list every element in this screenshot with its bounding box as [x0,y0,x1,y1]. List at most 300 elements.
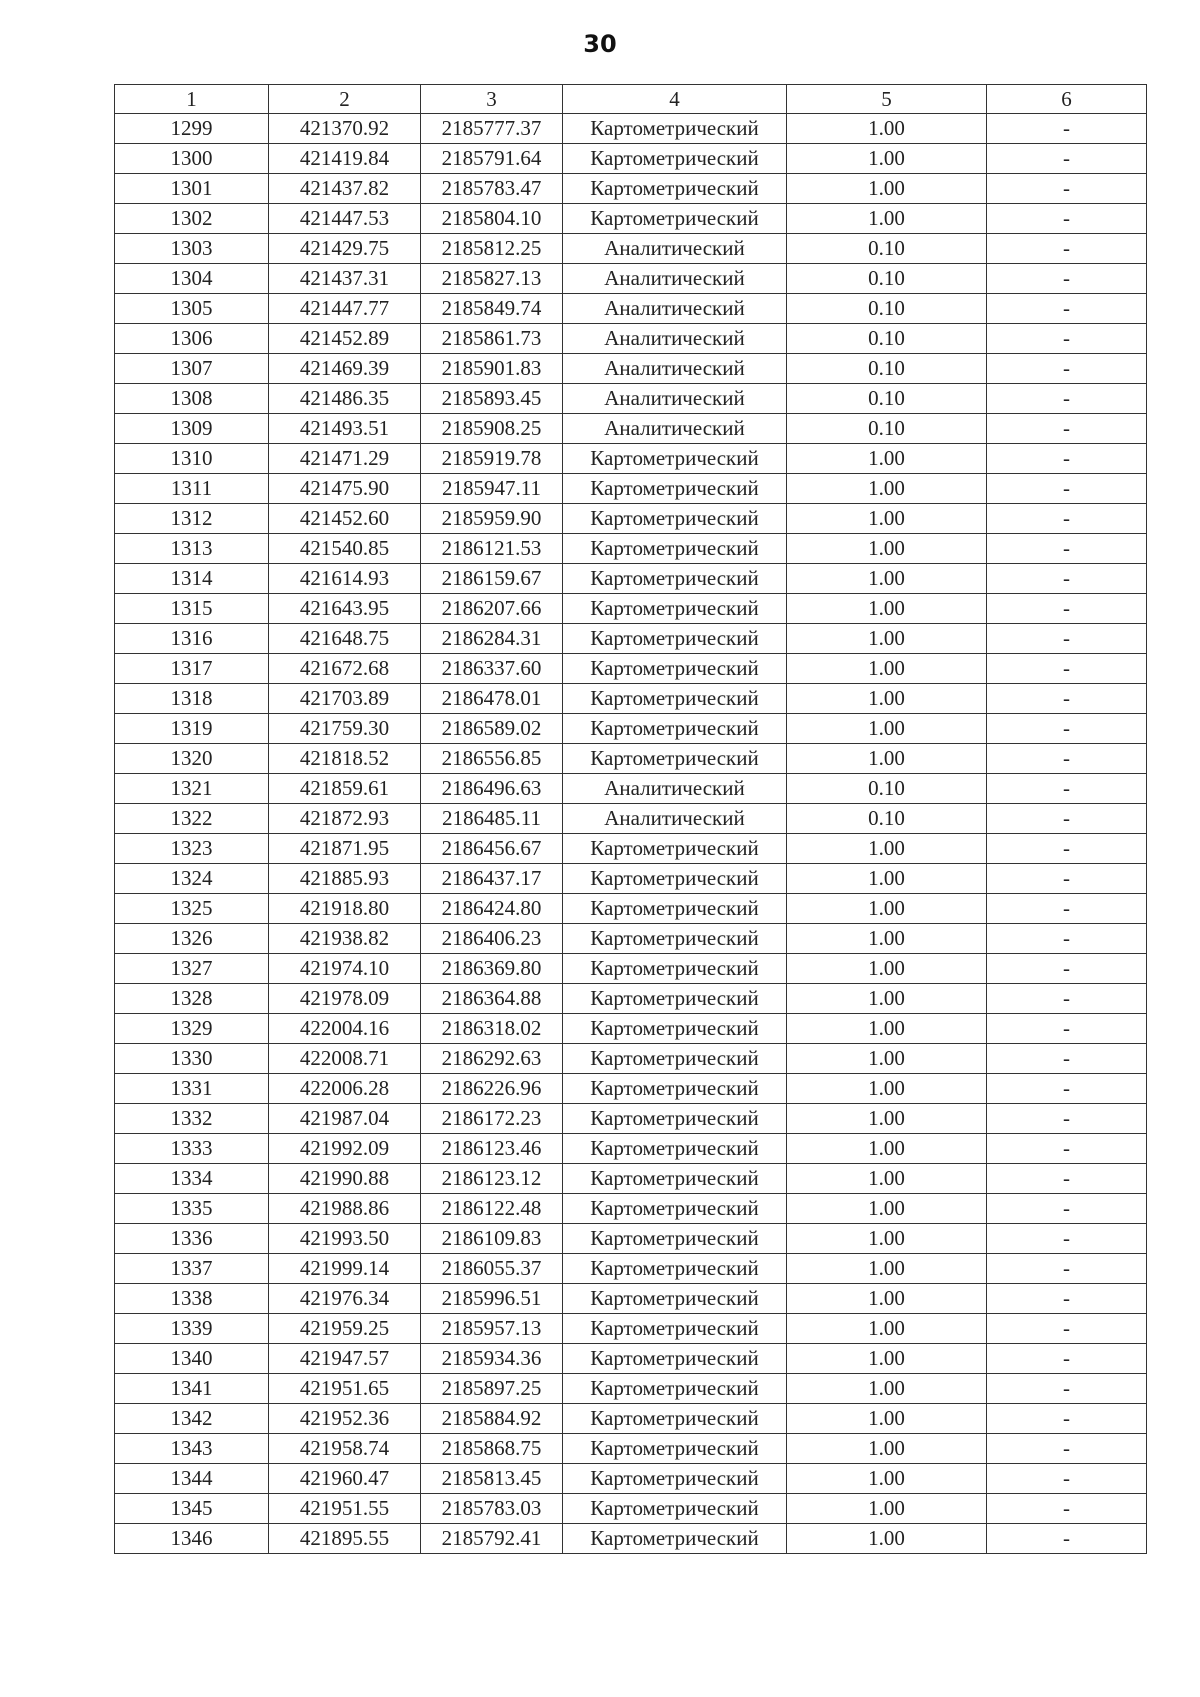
note-cell: - [987,1044,1147,1074]
y-coordinate-cell: 2186337.60 [421,654,563,684]
method-cell: Картометрический [563,744,787,774]
y-coordinate-cell: 2186589.02 [421,714,563,744]
x-coordinate-cell: 421643.95 [269,594,421,624]
point-number-cell: 1317 [115,654,269,684]
x-coordinate-cell: 421960.47 [269,1464,421,1494]
table-row [115,624,1147,654]
note-cell: - [987,1464,1147,1494]
point-number-cell: 1345 [115,1494,269,1524]
method-cell: Аналитический [563,414,787,444]
point-number-cell: 1299 [115,114,269,144]
note-cell: - [987,594,1147,624]
method-cell: Картометрический [563,114,787,144]
accuracy-cell: 0.10 [787,264,987,294]
table-row [115,1044,1147,1074]
method-cell: Картометрический [563,174,787,204]
table-row [115,1134,1147,1164]
method-cell: Аналитический [563,384,787,414]
y-coordinate-cell: 2186406.23 [421,924,563,954]
table-row [115,294,1147,324]
point-number-cell: 1326 [115,924,269,954]
method-cell: Аналитический [563,294,787,324]
point-number-cell: 1313 [115,534,269,564]
method-cell: Картометрический [563,504,787,534]
note-cell: - [987,114,1147,144]
y-coordinate-cell: 2186123.12 [421,1164,563,1194]
point-number-cell: 1343 [115,1434,269,1464]
method-cell: Картометрический [563,1254,787,1284]
table-row [115,1404,1147,1434]
x-coordinate-cell: 421648.75 [269,624,421,654]
point-number-cell: 1316 [115,624,269,654]
method-cell: Картометрический [563,924,787,954]
accuracy-cell: 1.00 [787,1494,987,1524]
x-coordinate-cell: 421987.04 [269,1104,421,1134]
point-number-cell: 1306 [115,324,269,354]
x-coordinate-cell: 421486.35 [269,384,421,414]
table-row [115,804,1147,834]
note-cell: - [987,1374,1147,1404]
table-row [115,1314,1147,1344]
accuracy-cell: 1.00 [787,174,987,204]
x-coordinate-cell: 421959.25 [269,1314,421,1344]
x-coordinate-cell: 422006.28 [269,1074,421,1104]
note-cell: - [987,834,1147,864]
y-coordinate-cell: 2186207.66 [421,594,563,624]
x-coordinate-cell: 421952.36 [269,1404,421,1434]
point-number-cell: 1309 [115,414,269,444]
note-cell: - [987,1074,1147,1104]
table-row [115,714,1147,744]
accuracy-cell: 1.00 [787,954,987,984]
method-cell: Картометрический [563,1344,787,1374]
y-coordinate-cell: 2186369.80 [421,954,563,984]
x-coordinate-cell: 422004.16 [269,1014,421,1044]
method-cell: Картометрический [563,984,787,1014]
accuracy-cell: 1.00 [787,1224,987,1254]
y-coordinate-cell: 2186121.53 [421,534,563,564]
y-coordinate-cell: 2185934.36 [421,1344,563,1374]
table-row [115,564,1147,594]
accuracy-cell: 1.00 [787,474,987,504]
method-cell: Картометрический [563,1164,787,1194]
note-cell: - [987,954,1147,984]
accuracy-cell: 0.10 [787,324,987,354]
y-coordinate-cell: 2186159.67 [421,564,563,594]
note-cell: - [987,1224,1147,1254]
method-cell: Аналитический [563,234,787,264]
x-coordinate-cell: 421885.93 [269,864,421,894]
point-number-cell: 1339 [115,1314,269,1344]
y-coordinate-cell: 2185908.25 [421,414,563,444]
x-coordinate-cell: 421452.60 [269,504,421,534]
point-number-cell: 1344 [115,1464,269,1494]
y-coordinate-cell: 2186172.23 [421,1104,563,1134]
y-coordinate-cell: 2186109.83 [421,1224,563,1254]
note-cell: - [987,864,1147,894]
accuracy-cell: 1.00 [787,1104,987,1134]
point-number-cell: 1329 [115,1014,269,1044]
table-row [115,324,1147,354]
table-header-row [115,85,1147,114]
point-number-cell: 1318 [115,684,269,714]
y-coordinate-cell: 2186055.37 [421,1254,563,1284]
y-coordinate-cell: 2185996.51 [421,1284,563,1314]
table-row [115,354,1147,384]
accuracy-cell: 1.00 [787,1134,987,1164]
y-coordinate-cell: 2186478.01 [421,684,563,714]
point-number-cell: 1336 [115,1224,269,1254]
accuracy-cell: 0.10 [787,414,987,444]
x-coordinate-cell: 421871.95 [269,834,421,864]
y-coordinate-cell: 2185827.13 [421,264,563,294]
x-coordinate-cell: 421978.09 [269,984,421,1014]
note-cell: - [987,1104,1147,1134]
accuracy-cell: 1.00 [787,624,987,654]
x-coordinate-cell: 421540.85 [269,534,421,564]
accuracy-cell: 1.00 [787,114,987,144]
y-coordinate-cell: 2185792.41 [421,1524,563,1554]
x-coordinate-cell: 421429.75 [269,234,421,264]
y-coordinate-cell: 2186496.63 [421,774,563,804]
x-coordinate-cell: 421974.10 [269,954,421,984]
point-number-cell: 1337 [115,1254,269,1284]
method-cell: Картометрический [563,834,787,864]
accuracy-cell: 1.00 [787,654,987,684]
method-cell: Картометрический [563,534,787,564]
x-coordinate-cell: 421958.74 [269,1434,421,1464]
note-cell: - [987,984,1147,1014]
accuracy-cell: 1.00 [787,1524,987,1554]
x-coordinate-cell: 421447.53 [269,204,421,234]
method-cell: Картометрический [563,714,787,744]
table-body [115,114,1147,1554]
x-coordinate-cell: 421614.93 [269,564,421,594]
x-coordinate-cell: 421988.86 [269,1194,421,1224]
x-coordinate-cell: 421469.39 [269,354,421,384]
y-coordinate-cell: 2185783.47 [421,174,563,204]
column-header-6: 6 [987,85,1147,114]
method-cell: Картометрический [563,594,787,624]
method-cell: Картометрический [563,954,787,984]
note-cell: - [987,1404,1147,1434]
note-cell: - [987,804,1147,834]
table-row [115,684,1147,714]
y-coordinate-cell: 2185783.03 [421,1494,563,1524]
accuracy-cell: 1.00 [787,1014,987,1044]
y-coordinate-cell: 2185804.10 [421,204,563,234]
note-cell: - [987,654,1147,684]
accuracy-cell: 1.00 [787,1284,987,1314]
note-cell: - [987,894,1147,924]
x-coordinate-cell: 421437.82 [269,174,421,204]
point-number-cell: 1314 [115,564,269,594]
y-coordinate-cell: 2185777.37 [421,114,563,144]
table-row [115,744,1147,774]
table-row [115,1074,1147,1104]
coordinates-table [114,84,1147,1554]
method-cell: Аналитический [563,354,787,384]
y-coordinate-cell: 2186318.02 [421,1014,563,1044]
point-number-cell: 1319 [115,714,269,744]
x-coordinate-cell: 421951.55 [269,1494,421,1524]
point-number-cell: 1311 [115,474,269,504]
accuracy-cell: 1.00 [787,1254,987,1284]
method-cell: Картометрический [563,1434,787,1464]
note-cell: - [987,924,1147,954]
method-cell: Картометрический [563,1404,787,1434]
table-row [115,954,1147,984]
note-cell: - [987,354,1147,384]
table-row [115,1014,1147,1044]
point-number-cell: 1338 [115,1284,269,1314]
accuracy-cell: 1.00 [787,444,987,474]
x-coordinate-cell: 421999.14 [269,1254,421,1284]
note-cell: - [987,1014,1147,1044]
table-row [115,1524,1147,1554]
table-row [115,234,1147,264]
x-coordinate-cell: 421992.09 [269,1134,421,1164]
y-coordinate-cell: 2186122.48 [421,1194,563,1224]
method-cell: Картометрический [563,1014,787,1044]
x-coordinate-cell: 421471.29 [269,444,421,474]
point-number-cell: 1325 [115,894,269,924]
accuracy-cell: 1.00 [787,1164,987,1194]
table-row [115,1194,1147,1224]
x-coordinate-cell: 421447.77 [269,294,421,324]
accuracy-cell: 1.00 [787,204,987,234]
table-row [115,504,1147,534]
method-cell: Картометрический [563,654,787,684]
table-row [115,1254,1147,1284]
x-coordinate-cell: 421993.50 [269,1224,421,1254]
point-number-cell: 1300 [115,144,269,174]
method-cell: Картометрический [563,864,787,894]
column-header-2: 2 [269,85,421,114]
y-coordinate-cell: 2186292.63 [421,1044,563,1074]
table-row [115,1164,1147,1194]
point-number-cell: 1312 [115,504,269,534]
table-row [115,1104,1147,1134]
accuracy-cell: 1.00 [787,1074,987,1104]
x-coordinate-cell: 421672.68 [269,654,421,684]
method-cell: Картометрический [563,894,787,924]
table-row [115,114,1147,144]
x-coordinate-cell: 421370.92 [269,114,421,144]
table-row [115,1344,1147,1374]
note-cell: - [987,1164,1147,1194]
point-number-cell: 1335 [115,1194,269,1224]
point-number-cell: 1322 [115,804,269,834]
x-coordinate-cell: 421895.55 [269,1524,421,1554]
note-cell: - [987,1434,1147,1464]
point-number-cell: 1310 [115,444,269,474]
method-cell: Картометрический [563,1524,787,1554]
accuracy-cell: 0.10 [787,234,987,264]
point-number-cell: 1307 [115,354,269,384]
method-cell: Картометрический [563,474,787,504]
y-coordinate-cell: 2186456.67 [421,834,563,864]
point-number-cell: 1346 [115,1524,269,1554]
table-row [115,444,1147,474]
accuracy-cell: 1.00 [787,1404,987,1434]
note-cell: - [987,1284,1147,1314]
column-header-1: 1 [115,85,269,114]
y-coordinate-cell: 2186424.80 [421,894,563,924]
x-coordinate-cell: 421437.31 [269,264,421,294]
method-cell: Аналитический [563,324,787,354]
table-row [115,984,1147,1014]
accuracy-cell: 1.00 [787,564,987,594]
point-number-cell: 1327 [115,954,269,984]
accuracy-cell: 1.00 [787,864,987,894]
y-coordinate-cell: 2185812.25 [421,234,563,264]
note-cell: - [987,174,1147,204]
x-coordinate-cell: 421818.52 [269,744,421,774]
table-row [115,204,1147,234]
accuracy-cell: 1.00 [787,984,987,1014]
point-number-cell: 1341 [115,1374,269,1404]
note-cell: - [987,504,1147,534]
method-cell: Картометрический [563,1074,787,1104]
accuracy-cell: 1.00 [787,834,987,864]
point-number-cell: 1342 [115,1404,269,1434]
accuracy-cell: 1.00 [787,1374,987,1404]
x-coordinate-cell: 421918.80 [269,894,421,924]
table-row [115,174,1147,204]
accuracy-cell: 1.00 [787,1314,987,1344]
y-coordinate-cell: 2185919.78 [421,444,563,474]
point-number-cell: 1320 [115,744,269,774]
point-number-cell: 1303 [115,234,269,264]
table-row [115,1374,1147,1404]
method-cell: Картометрический [563,1494,787,1524]
point-number-cell: 1330 [115,1044,269,1074]
note-cell: - [987,744,1147,774]
note-cell: - [987,1494,1147,1524]
table-row [115,924,1147,954]
note-cell: - [987,624,1147,654]
x-coordinate-cell: 421759.30 [269,714,421,744]
point-number-cell: 1301 [115,174,269,204]
note-cell: - [987,414,1147,444]
x-coordinate-cell: 421990.88 [269,1164,421,1194]
method-cell: Картометрический [563,204,787,234]
accuracy-cell: 1.00 [787,1044,987,1074]
y-coordinate-cell: 2186123.46 [421,1134,563,1164]
accuracy-cell: 1.00 [787,894,987,924]
y-coordinate-cell: 2185868.75 [421,1434,563,1464]
note-cell: - [987,564,1147,594]
accuracy-cell: 1.00 [787,144,987,174]
note-cell: - [987,474,1147,504]
y-coordinate-cell: 2186437.17 [421,864,563,894]
y-coordinate-cell: 2185791.64 [421,144,563,174]
table-row [115,1464,1147,1494]
note-cell: - [987,1344,1147,1374]
accuracy-cell: 1.00 [787,714,987,744]
point-number-cell: 1302 [115,204,269,234]
point-number-cell: 1305 [115,294,269,324]
method-cell: Картометрический [563,624,787,654]
table-row [115,864,1147,894]
note-cell: - [987,444,1147,474]
x-coordinate-cell: 421976.34 [269,1284,421,1314]
y-coordinate-cell: 2185813.45 [421,1464,563,1494]
table-row [115,1224,1147,1254]
method-cell: Картометрический [563,1224,787,1254]
note-cell: - [987,384,1147,414]
x-coordinate-cell: 421703.89 [269,684,421,714]
accuracy-cell: 1.00 [787,744,987,774]
accuracy-cell: 0.10 [787,384,987,414]
column-header-3: 3 [421,85,563,114]
table-row [115,1284,1147,1314]
point-number-cell: 1340 [115,1344,269,1374]
note-cell: - [987,144,1147,174]
table-row [115,534,1147,564]
point-number-cell: 1304 [115,264,269,294]
note-cell: - [987,324,1147,354]
y-coordinate-cell: 2185893.45 [421,384,563,414]
y-coordinate-cell: 2185957.13 [421,1314,563,1344]
note-cell: - [987,534,1147,564]
accuracy-cell: 0.10 [787,294,987,324]
table-row [115,894,1147,924]
accuracy-cell: 1.00 [787,504,987,534]
x-coordinate-cell: 421947.57 [269,1344,421,1374]
y-coordinate-cell: 2185959.90 [421,504,563,534]
note-cell: - [987,1314,1147,1344]
x-coordinate-cell: 421452.89 [269,324,421,354]
method-cell: Картометрический [563,1194,787,1224]
accuracy-cell: 0.10 [787,354,987,384]
note-cell: - [987,264,1147,294]
y-coordinate-cell: 2185947.11 [421,474,563,504]
table-row [115,654,1147,684]
accuracy-cell: 1.00 [787,1434,987,1464]
table-row [115,594,1147,624]
note-cell: - [987,1524,1147,1554]
column-header-5: 5 [787,85,987,114]
x-coordinate-cell: 421951.65 [269,1374,421,1404]
point-number-cell: 1332 [115,1104,269,1134]
x-coordinate-cell: 421859.61 [269,774,421,804]
table-row [115,384,1147,414]
y-coordinate-cell: 2186364.88 [421,984,563,1014]
method-cell: Картометрический [563,1374,787,1404]
accuracy-cell: 1.00 [787,1194,987,1224]
table-row [115,144,1147,174]
accuracy-cell: 1.00 [787,684,987,714]
y-coordinate-cell: 2185897.25 [421,1374,563,1404]
note-cell: - [987,234,1147,264]
accuracy-cell: 1.00 [787,1464,987,1494]
y-coordinate-cell: 2186226.96 [421,1074,563,1104]
table-row [115,1494,1147,1524]
y-coordinate-cell: 2186485.11 [421,804,563,834]
table-row [115,414,1147,444]
accuracy-cell: 0.10 [787,804,987,834]
method-cell: Картометрический [563,1314,787,1344]
point-number-cell: 1321 [115,774,269,804]
y-coordinate-cell: 2185901.83 [421,354,563,384]
point-number-cell: 1333 [115,1134,269,1164]
x-coordinate-cell: 422008.71 [269,1044,421,1074]
accuracy-cell: 1.00 [787,924,987,954]
accuracy-cell: 1.00 [787,1344,987,1374]
note-cell: - [987,294,1147,324]
